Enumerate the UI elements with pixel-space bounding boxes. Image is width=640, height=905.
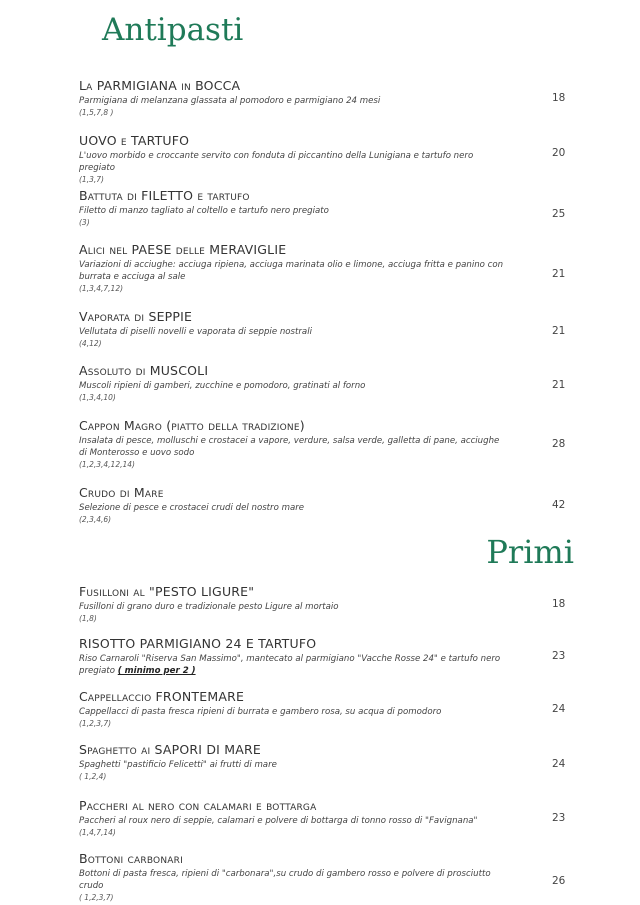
dish-price: 21 (552, 379, 566, 391)
menu-item (79, 418, 569, 470)
dish-description (79, 435, 509, 459)
dish-title: Battuta di FILETTO e tartufo (79, 188, 250, 203)
dish-title: Paccheri al nero con calamari e bottarga (79, 798, 317, 813)
dish-price: 25 (552, 208, 566, 220)
section-heading-antipasti: Antipasti (102, 12, 244, 48)
dish-price: 26 (552, 875, 566, 887)
dish-price: 20 (552, 147, 566, 159)
dish-price: 28 (552, 438, 566, 450)
dish-title: Vaporata di SEPPIE (79, 309, 193, 324)
dish-description (79, 150, 509, 174)
dish-title: Crudo di Mare (79, 485, 164, 500)
allergens: (1,2,3,7) (79, 719, 112, 728)
menu-item (79, 689, 569, 729)
dish-price: 21 (552, 325, 566, 337)
allergens: ( 1,2,3,7) (79, 893, 114, 902)
dish-description-text: L'uovo morbido e croccante servito con fonduta di piccantino della Lunigiana e tartufo nero pregiato (79, 151, 474, 173)
dish-description-text: Paccheri al roux nero di seppie, calamari e polvere di bottarga di tonno rosso di "Favignana" (79, 816, 478, 826)
dish-price: 24 (552, 703, 566, 715)
dish-description-text: Parmigiana di melanzana glassata al pomodoro e parmigiano 24 mesi (79, 96, 381, 106)
dish-price: 21 (552, 268, 566, 280)
menu-item (79, 798, 569, 838)
dish-title: Cappon Magro (piatto della tradizione) (79, 418, 305, 433)
allergens: (3) (79, 218, 90, 227)
allergens: (1,8) (79, 614, 97, 623)
dish-description (79, 259, 509, 283)
dish-description-text: Variazioni di acciughe: acciuga ripiena, acciuga marinata olio e limone, acciuga fritta e panino con burrata e acciuga al sale (79, 260, 504, 282)
dish-title: Fusilloni al "PESTO LIGURE" (79, 584, 255, 599)
dish-note: ( minimo per 2 ) (117, 666, 196, 676)
menu-item (79, 363, 569, 403)
menu-item (79, 584, 569, 624)
allergens: (1,4,7,14) (79, 828, 116, 837)
allergens: (4,12) (79, 339, 102, 348)
dish-price: 42 (552, 499, 566, 511)
allergens: (1,3,4,10) (79, 393, 116, 402)
dish-title: Cappellaccio FRONTEMARE (79, 689, 245, 704)
allergens: (1,3,4,7,12) (79, 284, 124, 293)
allergens: (1,2,3,4,12,14) (79, 460, 135, 469)
menu-item (79, 851, 569, 903)
dish-description-text: Vellutata di piselli novelli e vaporata di seppie nostrali (79, 327, 312, 337)
dish-price: 18 (552, 598, 566, 610)
dish-price: 23 (552, 650, 566, 662)
dish-description-text: Selezione di pesce e crostacei crudi del nostro mare (79, 503, 305, 513)
dish-title: Alici nel PAESE delle MERAVIGLIE (79, 242, 287, 257)
dish-description (79, 502, 509, 514)
dish-description-text: Fusilloni di grano duro e tradizionale pesto Ligure al mortaio (79, 602, 339, 612)
dish-description (79, 759, 509, 771)
section-heading-primi: Primi (486, 533, 574, 571)
dish-description (79, 380, 509, 392)
allergens: ( 1,2,4) (79, 772, 107, 781)
menu-item (79, 188, 569, 228)
allergens: (2,3,4,6) (79, 515, 112, 524)
dish-price: 23 (552, 812, 566, 824)
menu-item (79, 485, 569, 525)
menu-item (79, 133, 569, 185)
dish-title: UOVO e TARTUFO (79, 133, 190, 148)
dish-title: RISOTTO PARMIGIANO 24 E TARTUFO (79, 636, 317, 651)
dish-price: 18 (552, 92, 566, 104)
dish-title: La PARMIGIANA in BOCCA (79, 78, 241, 93)
dish-description (79, 601, 509, 613)
menu-item (79, 242, 569, 294)
dish-description (79, 868, 509, 892)
dish-description-text: Insalata di pesce, molluschi e crostacei a vapore, verdure, salsa verde, galletta di pane, acciughe di Monterosso e uovo sodo (79, 436, 500, 458)
dish-description (79, 706, 509, 718)
menu-item (79, 636, 569, 677)
allergens: (1,3,7) (79, 175, 104, 184)
dish-description-text: Muscoli ripieni di gamberi, zucchine e pomodoro, gratinati al forno (79, 381, 366, 391)
dish-description (79, 205, 509, 217)
dish-price: 24 (552, 758, 566, 770)
menu-item (79, 78, 569, 118)
allergens: (1,5,7,8 ) (79, 108, 114, 117)
menu-item (79, 309, 569, 349)
dish-description (79, 653, 509, 677)
dish-description (79, 326, 509, 338)
dish-title: Assoluto di MUSCOLI (79, 363, 209, 378)
dish-description-text: Bottoni di pasta fresca, ripieni di "carbonara",su crudo di gambero rosso e polvere di prosciutto crudo (79, 869, 491, 891)
dish-description-text: Cappellacci di pasta fresca ripieni di burrata e gambero rosa, su acqua di pomodoro (79, 707, 442, 717)
dish-title: Bottoni carbonari (79, 851, 183, 866)
dish-description-text: Filetto di manzo tagliato al coltello e tartufo nero pregiato (79, 206, 329, 216)
dish-description (79, 95, 509, 107)
dish-title: Spaghetto ai SAPORI DI MARE (79, 742, 261, 757)
dish-description-text: Riso Carnaroli "Riserva San Massimo", mantecato al parmigiano "Vacche Rosse 24" e tartufo nero pregiato (79, 654, 501, 676)
menu-item (79, 742, 569, 782)
dish-description-text: Spaghetti "pastificio Felicetti" ai frutti di mare (79, 760, 277, 770)
dish-description (79, 815, 509, 827)
